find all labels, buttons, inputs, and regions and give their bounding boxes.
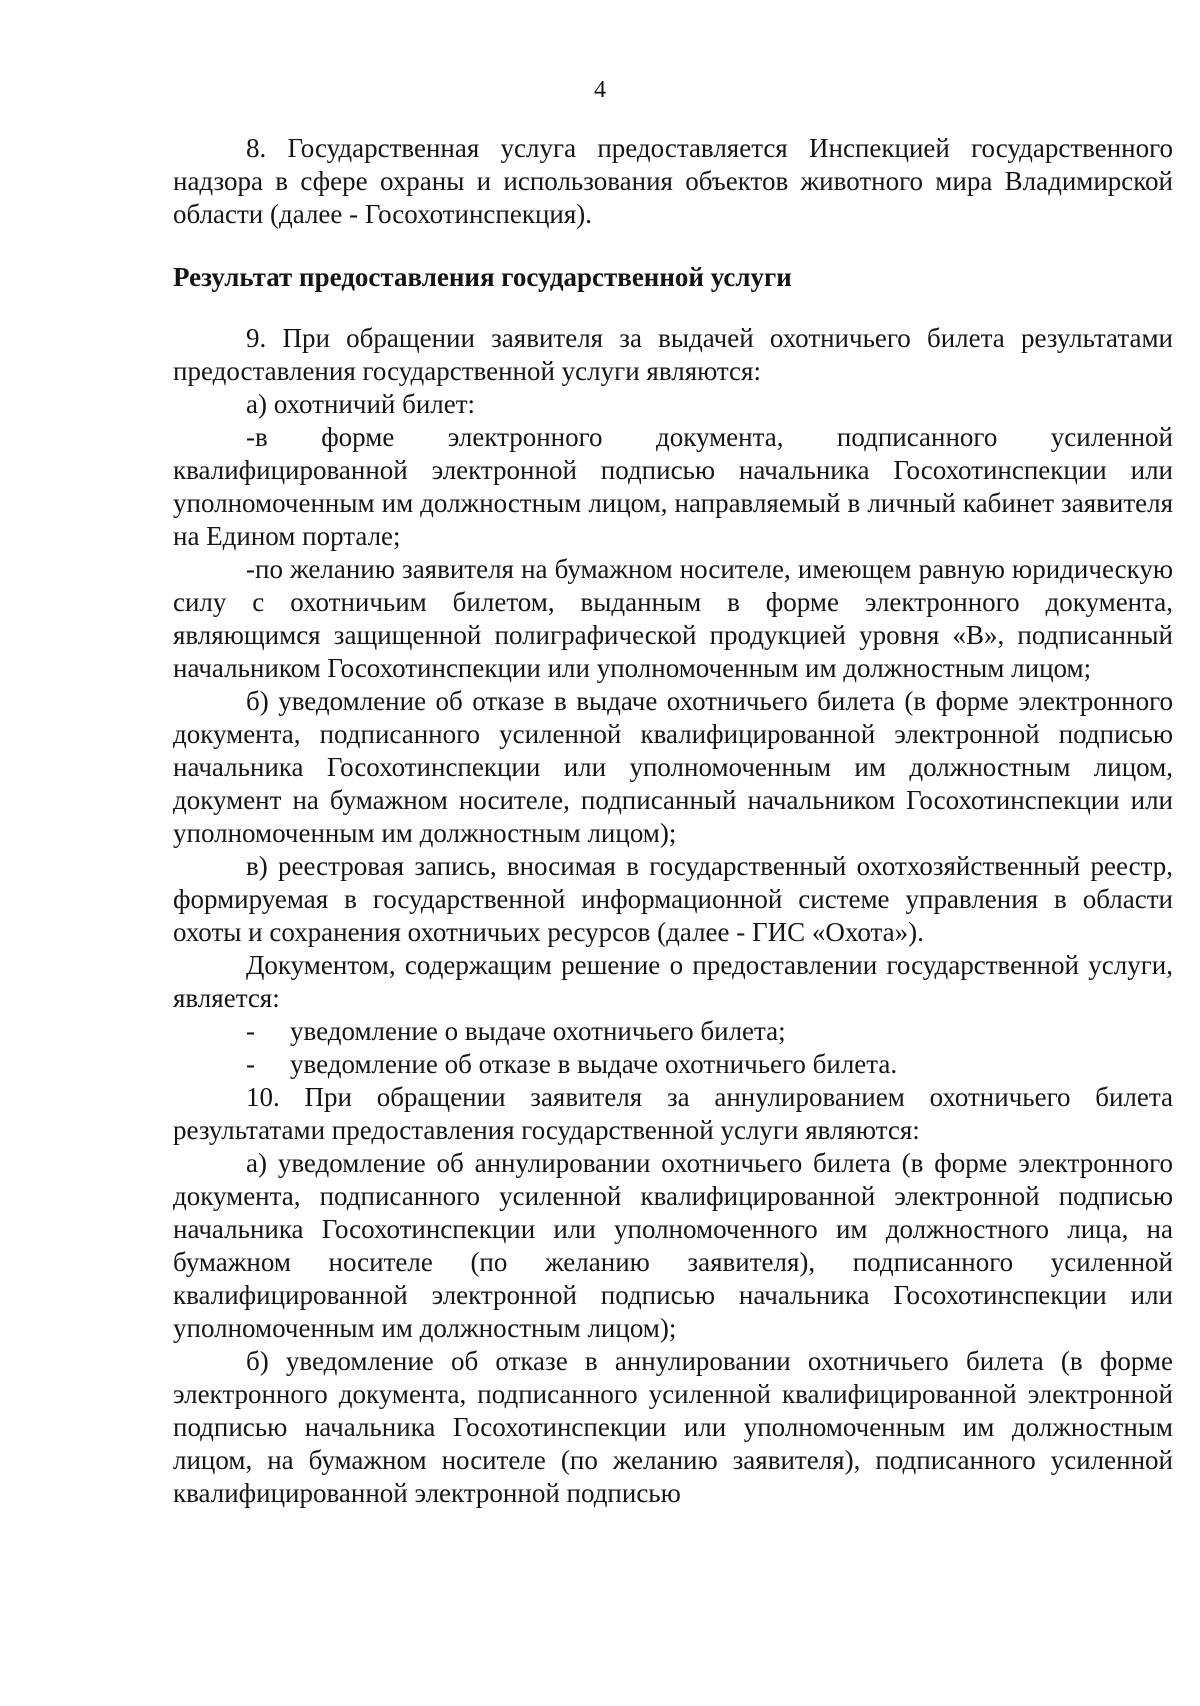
list-item-text: уведомление об отказе в выдаче охотничьего билета.	[290, 1049, 898, 1079]
paragraph-9: 9. При обращении заявителя за выдачей охотничьего билета результатами предоставления государственной услуги являются:	[173, 323, 1173, 386]
paragraph-10-b: б) уведомление об отказе в аннулировании охотничьего билета (в форме электронного документа, подписанного усиленной квалифицированной электронной подписью начальника Госохотинспекции или уполномоченным им должностным лицом, на бумажном носителе (по желанию заявителя), подписанного усиленной квалифицированной электронной подписью	[173, 1346, 1173, 1508]
dash-marker: -	[246, 1049, 255, 1079]
paragraph-9-a-dash-1	[173, 421, 1173, 553]
paragraph-9-a-dash-2	[173, 553, 1173, 685]
paragraph-9-v: в) реестровая запись, вносимая в государственный охотхозяйственный реестр, формируемая в государственной информационной системе управления в области охоты и сохранения охотничьих ресурсов (далее - ГИС «Охота»).	[173, 851, 1173, 947]
section-heading: Результат предоставления государственной услуги	[173, 262, 792, 292]
page-number: 4	[594, 77, 606, 103]
list-item-notice-refusal	[173, 1048, 1173, 1081]
dash-text: по желанию заявителя на бумажном носителе, имеющем равную юридическую силу с охотничьим билетом, выданным в форме электронного документа, являющимся защищенной полиграфической продукцией уровня «В», подписанный начальником Госохотинспекции или уполномоченным им должностным лицом;	[173, 554, 1173, 683]
dash-marker: -	[246, 422, 255, 452]
document-body	[173, 132, 1173, 1510]
dash-marker: -	[246, 554, 255, 584]
list-item-text: уведомление о выдаче охотничьего билета;	[290, 1016, 786, 1046]
paragraph-9-a: а) охотничий билет:	[246, 389, 476, 419]
paragraph-9-document: Документом, содержащим решение о предоставлении государственной услуги, является:	[173, 950, 1173, 1013]
paragraph-9-b: б) уведомление об отказе в выдаче охотничьего билета (в форме электронного документа, подписанного усиленной квалифицированной электронной подписью начальника Госохотинспекции или уполномоченным им должностным лицом, документ на бумажном носителе, подписанный начальником Госохотинспекции или уполномоченным им должностным лицом);	[173, 686, 1173, 848]
dash-text: в форме электронного документа, подписанного усиленной квалифицированной электронной подписью начальника Госохотинспекции или уполномоченным им должностным лицом, направляемый в личный кабинет заявителя на Едином портале;	[173, 422, 1173, 551]
paragraph-8: 8. Государственная услуга предоставляется Инспекцией государственного надзора в сфере охраны и использования объектов животного мира Владимирской области (далее - Госохотинспекция).	[173, 133, 1173, 229]
list-item-notice-issue	[173, 1015, 1173, 1048]
dash-marker: -	[246, 1016, 255, 1046]
paragraph-10: 10. При обращении заявителя за аннулированием охотничьего билета результатами предоставления государственной услуги являются:	[173, 1082, 1173, 1145]
paragraph-10-a: а) уведомление об аннулировании охотничьего билета (в форме электронного документа, подписанного усиленной квалифицированной электронной подписью начальника Госохотинспекции или уполномоченного им должностного лица, на бумажном носителе (по желанию заявителя), подписанного усиленной квалифицированной электронной подписью начальника Госохотинспекции или уполномоченным им должностным лицом);	[173, 1148, 1173, 1343]
